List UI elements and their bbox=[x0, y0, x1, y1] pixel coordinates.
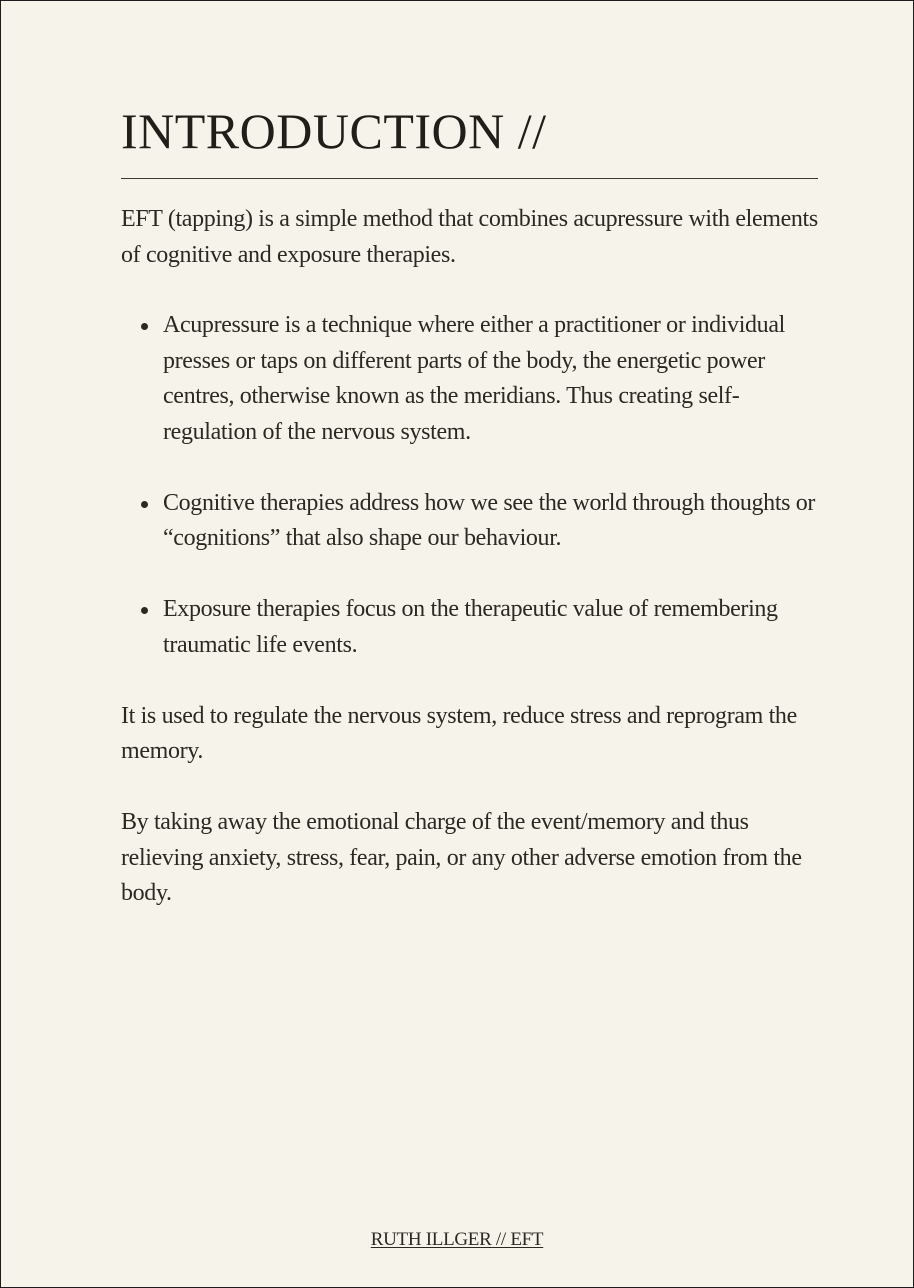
footer-text: RUTH ILLGER // EFT bbox=[370, 1229, 544, 1250]
page-title: INTRODUCTION // bbox=[121, 103, 547, 159]
bullet-icon bbox=[141, 323, 148, 330]
page-footer bbox=[1, 1227, 913, 1253]
page-content bbox=[121, 101, 819, 912]
list-item bbox=[121, 486, 819, 557]
paragraph-regulation: It is used to regulate the nervous system, reduce stress and reprogram the memory. bbox=[121, 702, 797, 764]
list-item-text: Cognitive therapies address how we see the world through thoughts or “cognitions” that also shape our behaviour. bbox=[163, 489, 816, 551]
list-item-text: Exposure therapies focus on the therapeutic value of remembering traumatic life events. bbox=[163, 596, 778, 658]
paragraph-emotional-charge: By taking away the emotional charge of the event/memory and thus relieving anxiety, stress, fear, pain, or any other adverse emotion from the body. bbox=[121, 809, 802, 906]
bullet-list bbox=[121, 308, 819, 663]
intro-paragraph: EFT (tapping) is a simple method that combines acupressure with elements of cognitive and exposure therapies. bbox=[121, 206, 818, 268]
title-divider bbox=[121, 178, 818, 179]
bullet-icon bbox=[141, 607, 148, 614]
list-item bbox=[121, 592, 819, 663]
list-item bbox=[121, 308, 819, 450]
bullet-icon bbox=[141, 501, 148, 508]
list-item-text: Acupressure is a technique where either a practitioner or individual presses or taps on different parts of the body, the energetic power centres, otherwise known as the meridians. Thus creating self-regulation of the nervous system. bbox=[163, 312, 785, 445]
